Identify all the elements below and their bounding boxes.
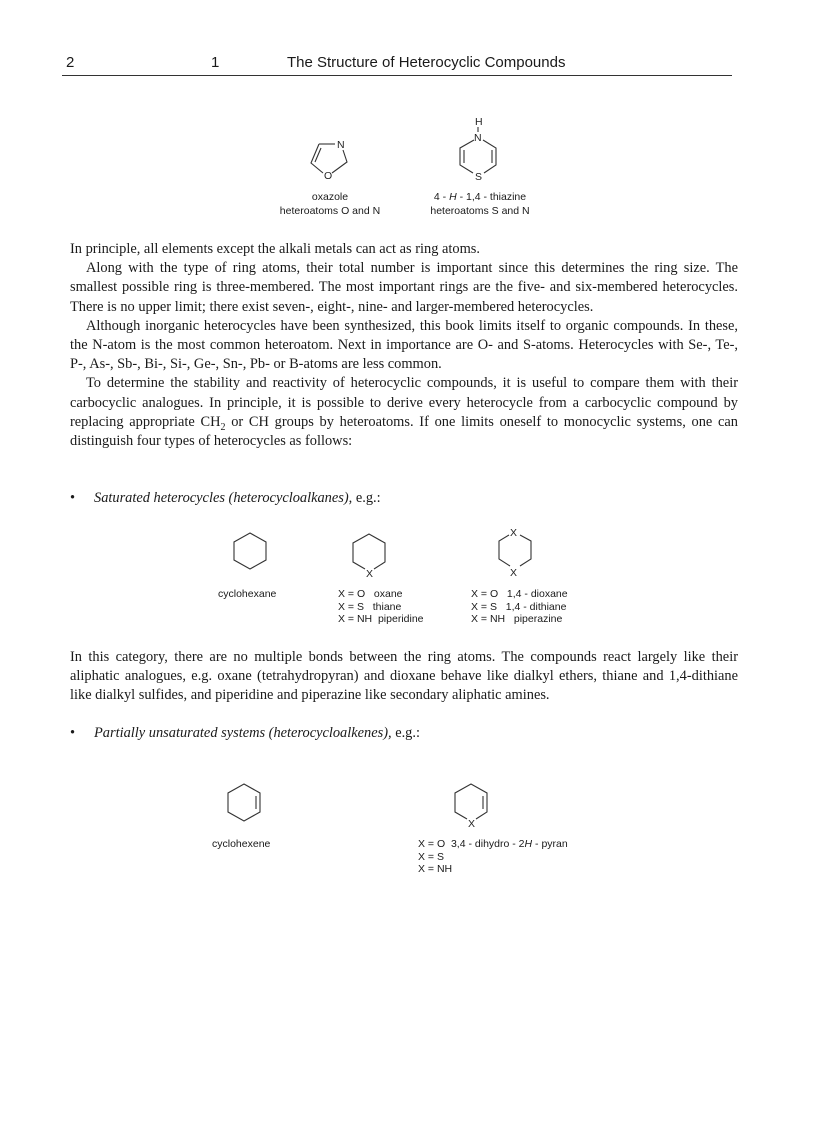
thiazine-h-atom: H — [475, 116, 483, 128]
monoheterocycle-structure — [345, 527, 395, 582]
cyclohexane-name: cyclohexane — [218, 588, 277, 600]
diheterocycle-structure — [488, 523, 548, 583]
header-rule — [62, 75, 732, 76]
thiazine-n-atom: N — [474, 132, 482, 144]
thiazine-structure — [450, 113, 510, 188]
oxazole-n-atom: N — [337, 139, 345, 151]
paragraph-saturated-behaviour: In this category, there are no multiple bonds between the ring atoms. The compounds react largely like their aliphatic analogues, e.g. oxane (tetrahydropyran) and dioxane behave like dialkyl ethers, thiane and 1,4-dithiane like dialkyl sulfides, and piperidine and piperazine like secondary aliphatic amines. — [70, 649, 738, 704]
dihydro-heterocycle-list: X = O 3,4 - dihydro - 2H - pyran X = S X = NH — [418, 838, 568, 875]
diheterocycle-x-atom-top: X — [510, 527, 518, 539]
cyclohexene-structure — [220, 780, 270, 830]
diheterocycle-list: X = O 1,4 - dioxane X = S 1,4 - dithiane X = NH piperazine — [471, 588, 568, 625]
page-number: 2 — [66, 54, 75, 71]
bullet-saturated: • Saturated heterocycles (heterocycloalkanes), e.g.: — [70, 490, 381, 506]
monoheterocycle-list: X = O oxane X = S thiane X = NH piperidine — [338, 588, 424, 625]
oxazole-o-atom: O — [324, 170, 333, 182]
intro-paragraphs — [70, 240, 738, 451]
thiazine-name: 4 - H - 1,4 - thiazine — [433, 191, 527, 203]
oxazole-name: oxazole — [311, 191, 349, 203]
paragraph-ring-size: Along with the type of ring atoms, their total number is important since this determines the ring size. The smallest possible ring is three-membered. The most important rings are the five- and six-membered heterocycles. There is no upper limit; there exist seven-, eight-, nine- and larger-membered heterocycles. — [70, 260, 738, 315]
chapter-number: 1 — [211, 54, 220, 71]
chapter-title: The Structure of Heterocyclic Compounds — [287, 54, 566, 71]
dihydro-heterocycle-x-atom: X — [468, 818, 476, 830]
cyclohexane-structure — [226, 527, 276, 577]
cyclohexene-name: cyclohexene — [212, 838, 271, 850]
oxazole-heteroatoms: heteroatoms O and N — [279, 205, 381, 217]
paragraph-ring-atoms: In principle, all elements except the alkali metals can act as ring atoms. — [70, 241, 480, 257]
paragraph-heteroatoms: Although inorganic heterocycles have been synthesized, this book limits itself to organic compounds. In these, the N-atom is the most common heteroatom. Next in importance are O- and S-atoms. Heterocycles with Se-, Te-, P-, As-, Sb-, Bi-, Si-, Ge-, Sn-, Pb- or B-atoms are less common. — [70, 317, 738, 373]
thiazine-heteroatoms: heteroatoms S and N — [430, 205, 530, 217]
monoheterocycle-x-atom: X — [366, 568, 374, 580]
dihydro-heterocycle-structure — [446, 777, 501, 832]
paragraph-carbocyclic-analogues: To determine the stability and reactivity of heterocyclic compounds, it is useful to compare them with their carbocyclic analogues. In principle, it is possible to derive every heterocycle from a carbocyclic compound by replacing appropriate $CH_2$ or CH groups by heteroatoms. If one limits oneself to monocyclic systems, one can distinguish four types of heterocycles as follows: — [70, 375, 738, 450]
thiazine-s-atom: S — [475, 171, 483, 183]
bullet-partially-unsaturated: • Partially unsaturated systems (heterocycloalkenes), e.g.: — [70, 725, 420, 741]
diheterocycle-x-atom-bottom: X — [510, 567, 518, 579]
oxazole-structure — [300, 125, 360, 185]
